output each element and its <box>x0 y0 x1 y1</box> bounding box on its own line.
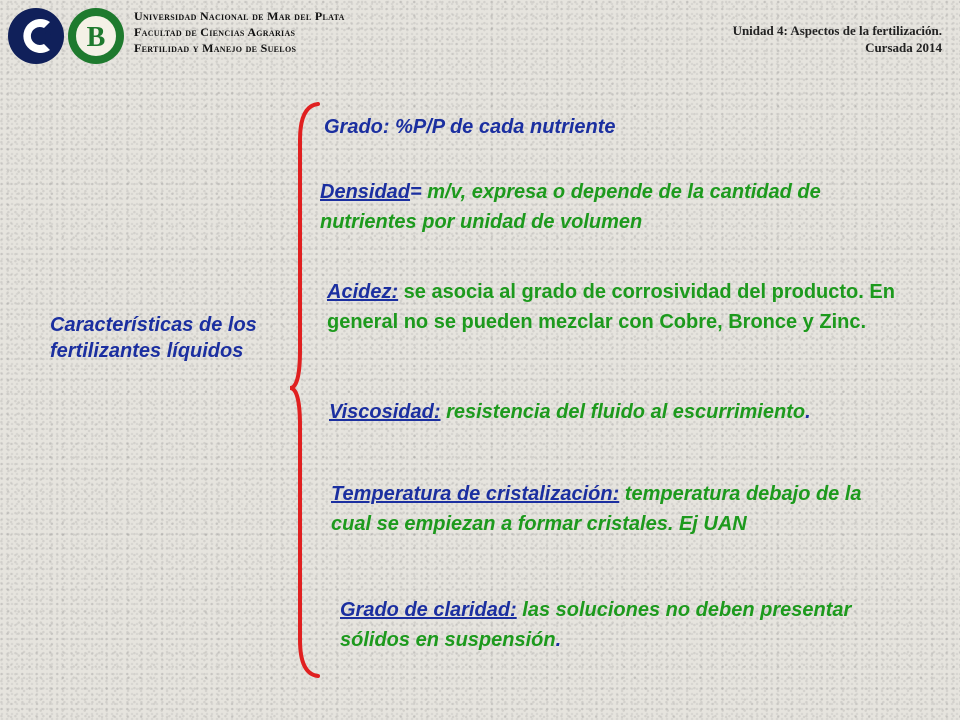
item-claridad-end: . <box>555 629 562 651</box>
university-name: Universidad Nacional de Mar del Plata <box>134 9 345 23</box>
curly-brace <box>288 100 322 680</box>
faculty-seal-logo <box>66 6 126 66</box>
university-logo <box>6 6 66 66</box>
item-claridad <box>340 595 880 655</box>
item-viscosidad-end: . <box>805 401 811 423</box>
faculty-name: Facultad de Ciencias Agrarias <box>134 25 296 39</box>
course-year: Cursada 2014 <box>865 40 942 55</box>
item-acidez <box>327 277 897 337</box>
item-viscosidad <box>329 397 929 427</box>
seal-letter: B <box>86 22 106 53</box>
section-caption: Características de los fertilizantes líquidos <box>50 314 257 362</box>
item-viscosidad-term: Viscosidad: <box>329 401 441 423</box>
department-name: Fertilidad y Manejo de Suelos <box>134 41 297 55</box>
item-densidad-term: Densidad <box>320 181 411 203</box>
unit-info <box>733 22 942 56</box>
item-claridad-term: Grado de claridad: <box>340 599 517 621</box>
item-densidad-text: m/v, expresa o depende de la cantidad de nutrientes por unidad de volumen <box>320 181 821 233</box>
item-grado <box>324 112 924 142</box>
item-acidez-term: Acidez: <box>327 281 399 303</box>
item-temperatura <box>331 479 901 539</box>
unit-title: Unidad 4: Aspectos de la fertilización. <box>732 23 942 38</box>
institution-block <box>134 8 345 56</box>
item-densidad <box>320 177 910 237</box>
item-viscosidad-text: resistencia del fluido al escurrimiento <box>440 401 806 423</box>
item-temperatura-text: temperatura debajo de la cual se empiezan a formar cristales. Ej UAN <box>331 483 862 535</box>
item-claridad-text: las soluciones no deben presentar sólidos en suspensión <box>340 599 852 651</box>
item-grado-text: Grado: %P/P de cada nutriente <box>324 116 616 138</box>
item-densidad-sep: = <box>410 181 422 203</box>
item-temperatura-term: Temperatura de cristalización: <box>331 483 620 505</box>
item-acidez-text: se asocia al grado de corrosividad del producto. En general no se pueden mezclar con Cobre, Bronce y Zinc. <box>327 281 895 333</box>
